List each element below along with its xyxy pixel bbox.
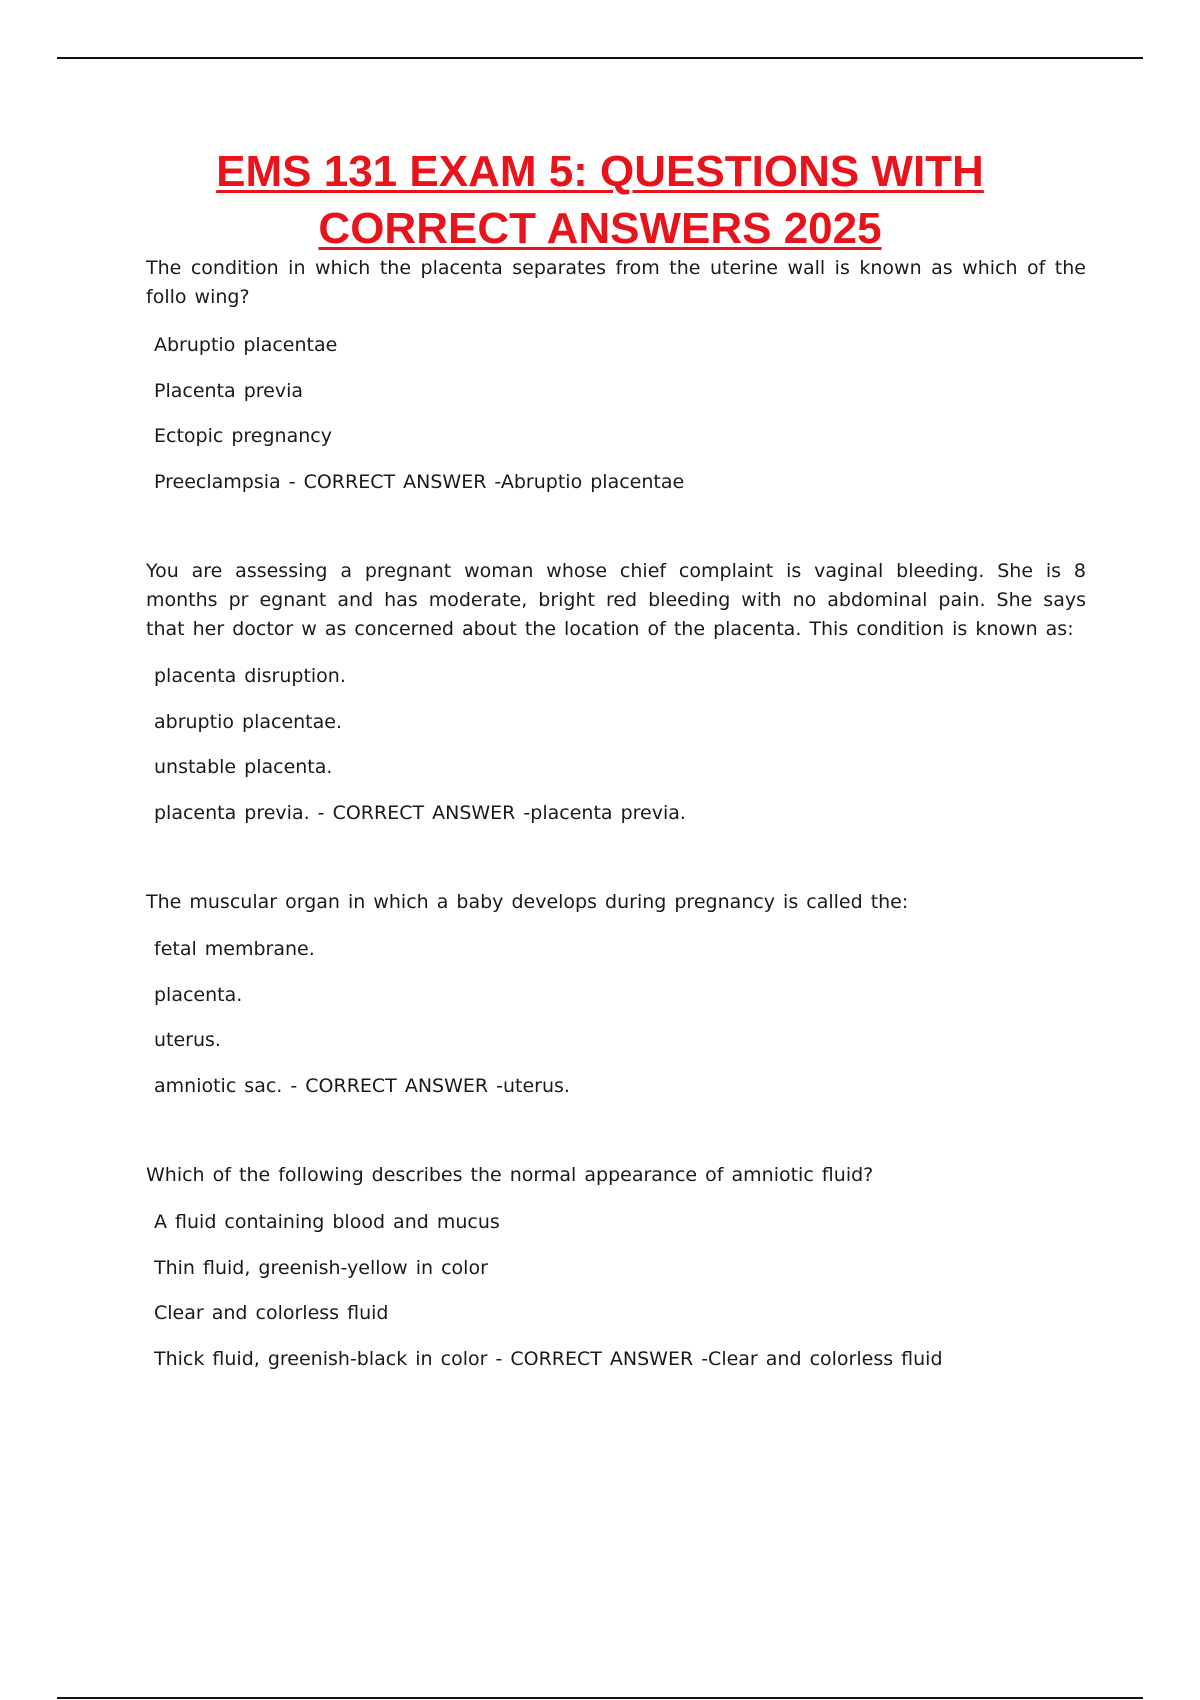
question-3-option-1: fetal membrane. — [154, 938, 315, 960]
question-2-option-2: abruptio placentae. — [154, 711, 342, 733]
question-2-option-4: placenta previa. - CORRECT ANSWER -placenta previa. — [154, 802, 686, 824]
question-4-option-3: Clear and colorless fluid — [154, 1302, 389, 1324]
question-4-option-2: Thin fluid, greenish-yellow in color — [154, 1257, 488, 1279]
question-1-option-2: Placenta previa — [154, 380, 303, 402]
title-line-1: EMS 131 EXAM 5: QUESTIONS WITH — [216, 147, 984, 196]
bottom-rule — [57, 1697, 1143, 1699]
question-3-prompt: The muscular organ in which a baby develops during pregnancy is called the: — [146, 891, 909, 913]
question-1-option-3: Ectopic pregnancy — [154, 425, 332, 447]
question-4-option-4: Thick fluid, greenish-black in color - CORRECT ANSWER -Clear and colorless fluid — [154, 1348, 943, 1370]
question-3-option-3: uterus. — [154, 1029, 221, 1051]
question-4-option-1: A fluid containing blood and mucus — [154, 1211, 500, 1233]
question-1-prompt: The condition in which the placenta separates from the uterine wall is known as which of the follo wing? — [146, 257, 1086, 308]
question-4-prompt: Which of the following describes the normal appearance of amniotic fluid? — [146, 1164, 874, 1186]
question-3-option-2: placenta. — [154, 984, 243, 1006]
document-title — [100, 143, 1100, 257]
question-2-prompt: You are assessing a pregnant woman whose chief complaint is vaginal bleeding. She is 8 months pr egnant and has moderate, bright red bleeding with no abdominal pain. She says that her doctor w as concerned about the location of the placenta. This condition is known as: — [146, 560, 1086, 640]
question-2-option-1: placenta disruption. — [154, 665, 346, 687]
question-3-option-4: amniotic sac. - CORRECT ANSWER -uterus. — [154, 1075, 570, 1097]
question-1-option-4: Preeclampsia - CORRECT ANSWER -Abruptio placentae — [154, 471, 685, 493]
question-1-option-1: Abruptio placentae — [154, 334, 338, 356]
title-line-2: CORRECT ANSWERS 2025 — [318, 204, 882, 253]
question-2-option-3: unstable placenta. — [154, 756, 333, 778]
